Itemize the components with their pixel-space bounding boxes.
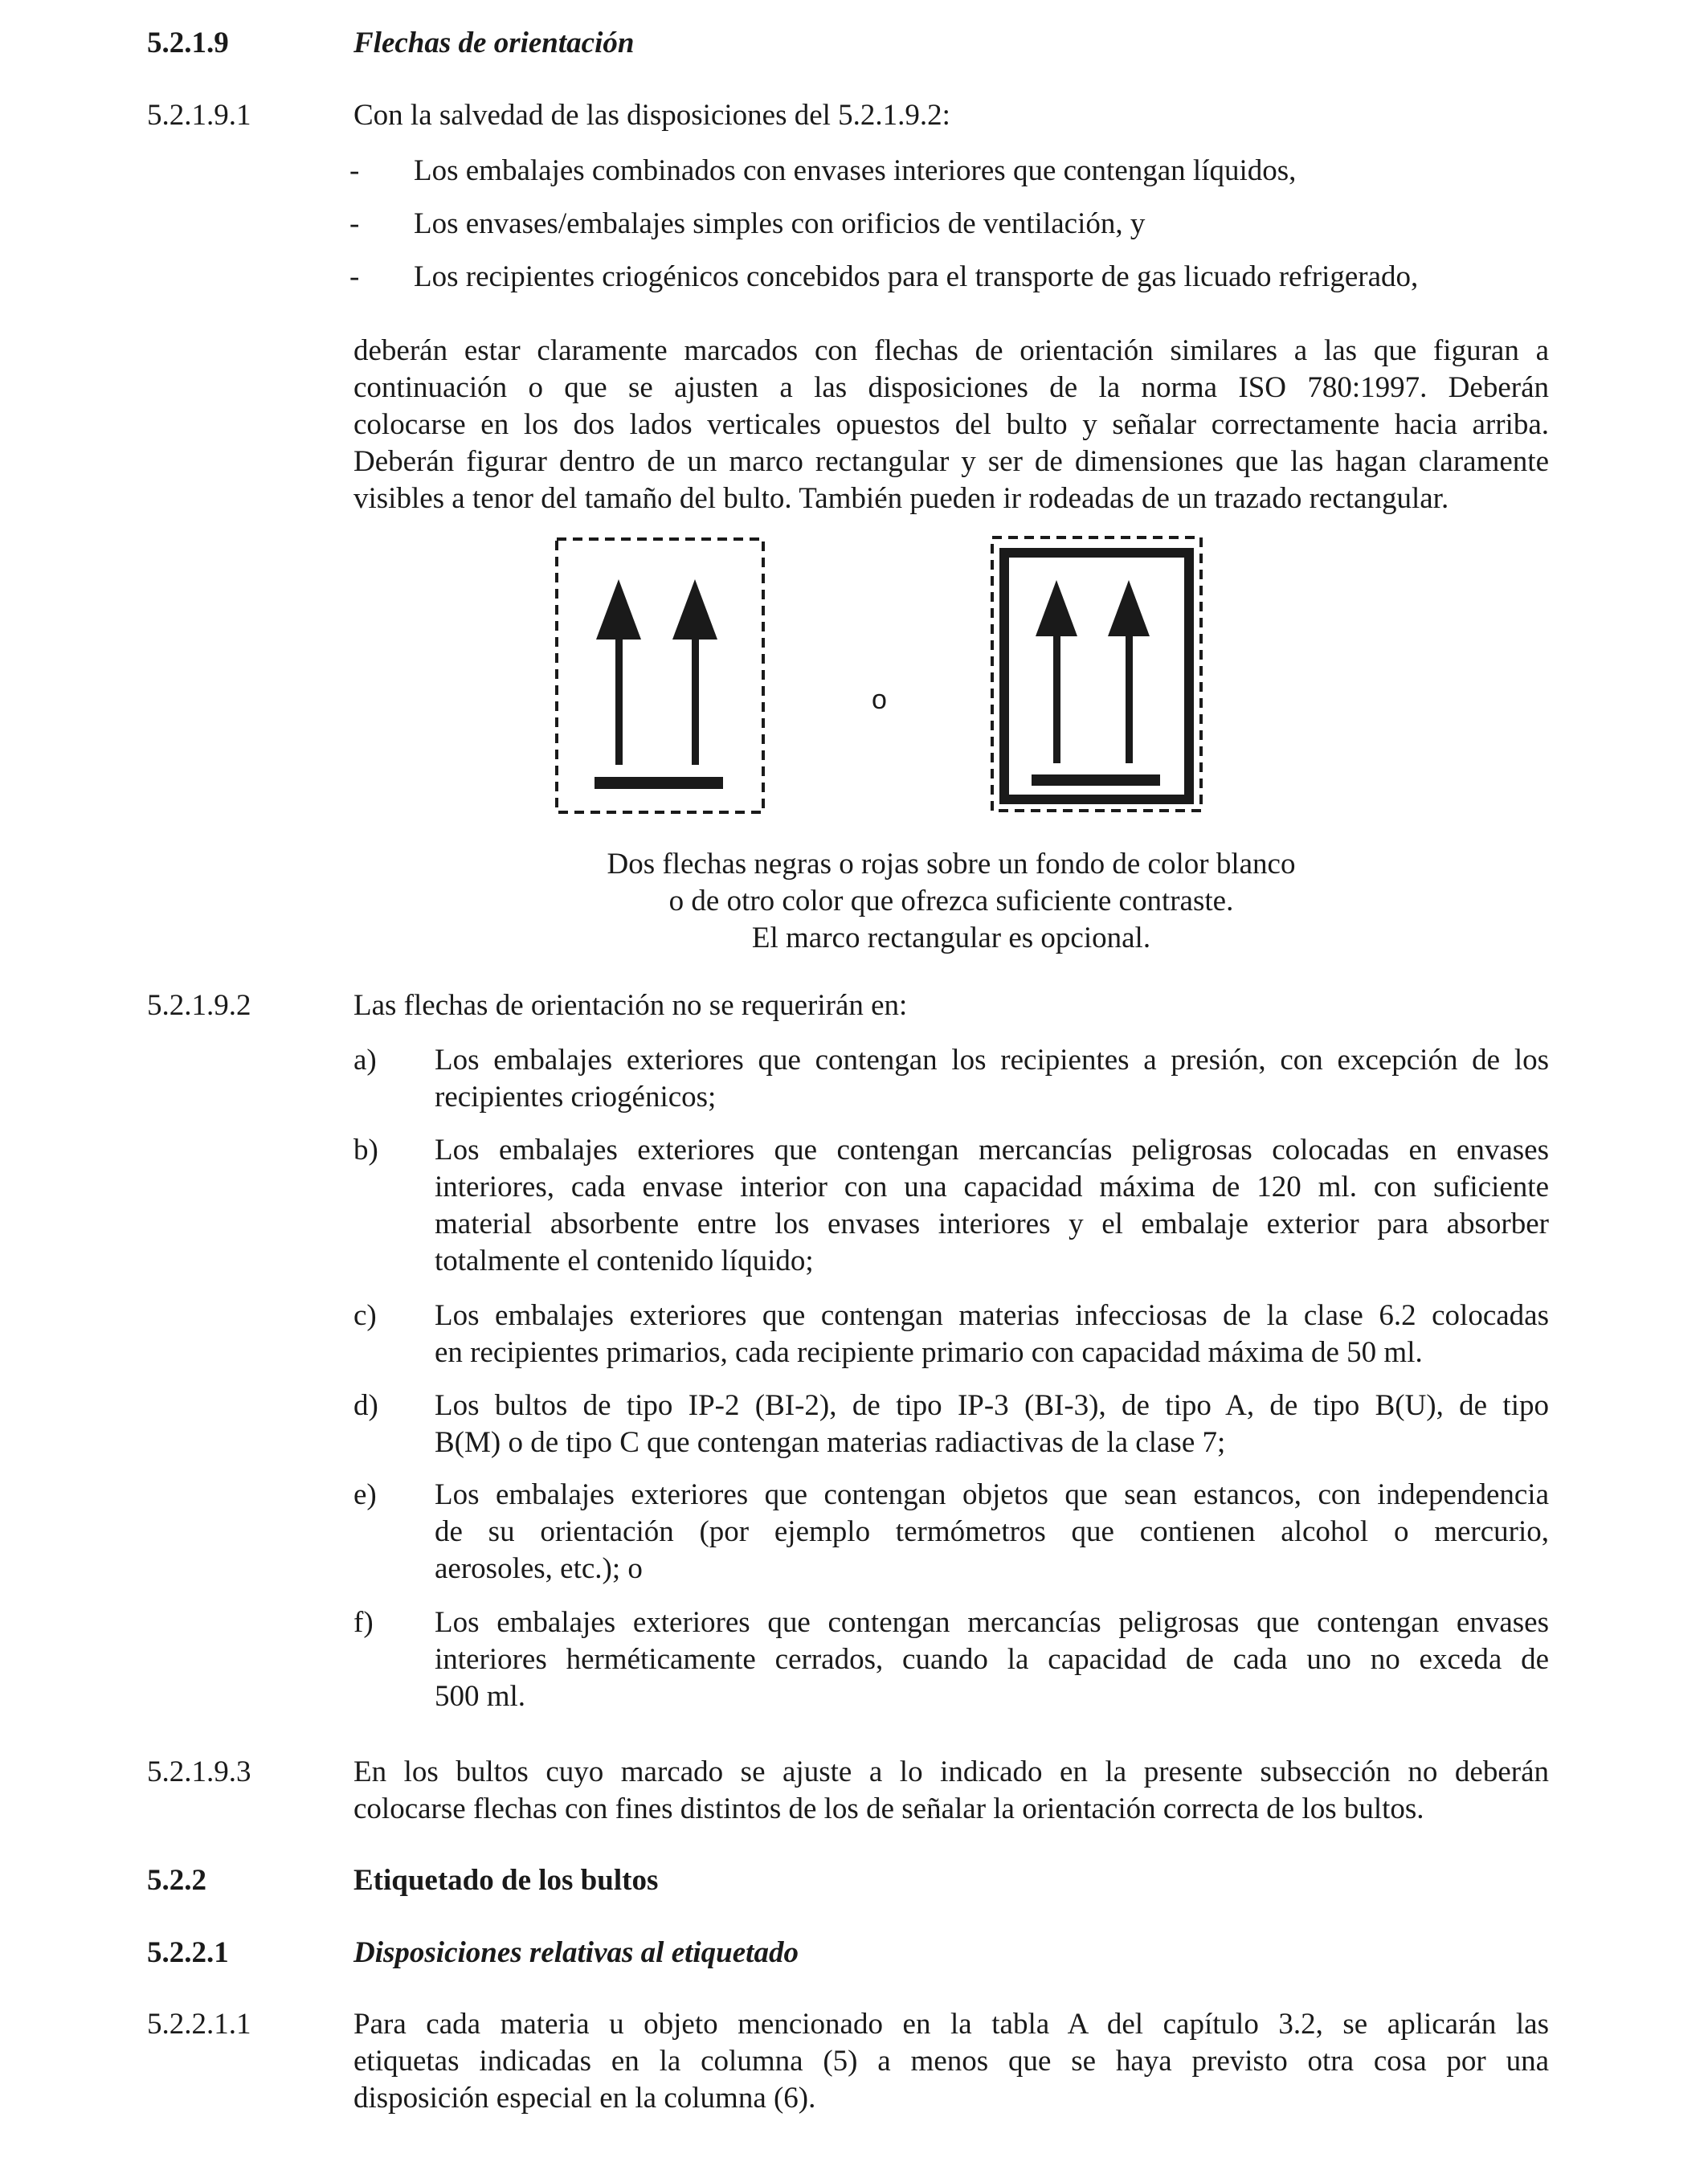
- list-item-line: recipientes criogénicos;: [435, 1081, 717, 1114]
- bullet-mark: -: [349, 260, 360, 293]
- list-item-line: Los embalajes exteriores que contengan materias infecciosas de la clase 6.2 colocadas: [435, 1299, 1549, 1332]
- paragraph-line: colocarse en los dos lados verticales opuestos del bulto y señalar correctamente hacia arriba.: [353, 408, 1549, 441]
- paragraph-line: disposición especial en la columna (6).: [353, 2082, 816, 2115]
- caption-line: o de otro color que ofrezca suficiente contraste.: [668, 885, 1234, 917]
- base-bar: [1032, 774, 1160, 786]
- caption-line: El marco rectangular es opcional.: [751, 922, 1151, 954]
- paragraph-line: visibles a tenor del tamaño del bulto. También pueden ir rodeadas de un trazado rectangular.: [353, 482, 1449, 515]
- paragraph-line: Para cada materia u objeto mencionado en la tabla A del capítulo 3.2, se aplicarán las: [353, 2008, 1549, 2041]
- section-title: Disposiciones relativas al etiquetado: [353, 1936, 799, 1969]
- figure-separator: o: [872, 685, 887, 715]
- paragraph-line: etiquetas indicadas en la columna (5) a menos que se haya previsto otra cosa por una: [353, 2045, 1549, 2078]
- list-label: d): [353, 1389, 378, 1422]
- orientation-arrows-figure-left: [554, 537, 767, 818]
- section-number: 5.2.1.9.3: [147, 1755, 251, 1788]
- caption-line: Dos flechas negras o rojas sobre un fondo de color blanco: [607, 848, 1296, 881]
- list-item-line: totalmente el contenido líquido;: [435, 1244, 814, 1277]
- intro-text: Las flechas de orientación no se requerirán en:: [353, 989, 908, 1022]
- list-item-line: en recipientes primarios, cada recipiente primario con capacidad máxima de 50 ml.: [435, 1336, 1423, 1369]
- paragraph-line: colocarse flechas con fines distintos de los de señalar la orientación correcta de los bultos.: [353, 1792, 1424, 1825]
- list-item-line: interiores, cada envase interior con una capacidad máxima de 120 ml. con suficiente: [435, 1171, 1549, 1204]
- bullet-mark: -: [349, 154, 360, 187]
- list-item-line: Los embalajes exteriores que contengan mercancías peligrosas colocadas en envases: [435, 1134, 1549, 1167]
- section-number: 5.2.1.9.2: [147, 989, 251, 1022]
- section-number: 5.2.2.1.1: [147, 2008, 251, 2041]
- orientation-arrows-figure-right: [990, 535, 1203, 816]
- bullet-mark: -: [349, 207, 360, 240]
- intro-text: Con la salvedad de las disposiciones del 5.2.1.9.2:: [353, 99, 950, 132]
- list-item-line: material absorbente entre los envases interiores y el embalaje exterior para absorber: [435, 1208, 1549, 1240]
- list-item-line: interiores herméticamente cerrados, cuando la capacidad de cada uno no exceda de: [435, 1643, 1549, 1676]
- list-item: [435, 1042, 1549, 1116]
- up-arrow-icon: [1108, 580, 1150, 763]
- section-title: Flechas de orientación: [353, 27, 635, 59]
- section-number: 5.2.2.1: [147, 1936, 229, 1969]
- figure-caption: [353, 846, 1549, 957]
- paragraph-line: continuación o que se ajusten a las disposiciones de la norma ISO 780:1997. Deberán: [353, 371, 1549, 404]
- section-number: 5.2.2: [147, 1864, 206, 1897]
- up-arrow-icon: [1036, 580, 1077, 763]
- list-item-line: 500 ml.: [435, 1680, 526, 1713]
- list-item: [435, 1298, 1549, 1371]
- list-item-line: B(M) o de tipo C que contengan materias radiactivas de la clase 7;: [435, 1426, 1226, 1459]
- bullet-item: Los recipientes criogénicos concebidos para el transporte de gas licuado refrigerado,: [414, 260, 1419, 293]
- list-label: f): [353, 1606, 374, 1639]
- list-item: [435, 1604, 1549, 1715]
- rectangular-frame: [1004, 553, 1189, 799]
- list-item-line: aerosoles, etc.); o: [435, 1552, 643, 1585]
- list-item-line: Los embalajes exteriores que contengan objetos que sean estancos, con independencia: [435, 1478, 1549, 1511]
- list-item: [435, 1477, 1549, 1588]
- list-item-line: Los embalajes exteriores que contengan los recipientes a presión, con excepción de los: [435, 1044, 1549, 1077]
- section-number: 5.2.1.9: [147, 27, 229, 59]
- bullet-item: Los envases/embalajes simples con orificios de ventilación, y: [414, 207, 1146, 240]
- paragraph: [353, 1754, 1549, 1828]
- paragraph-line: Deberán figurar dentro de un marco rectangular y ser de dimensiones que las hagan claramente: [353, 445, 1549, 478]
- paragraph-line: En los bultos cuyo marcado se ajuste a lo indicado en la presente subsección no deberán: [353, 1755, 1549, 1788]
- list-item: [435, 1387, 1549, 1461]
- paragraph: [353, 2006, 1549, 2117]
- base-bar: [595, 777, 723, 789]
- list-label: c): [353, 1299, 377, 1332]
- list-item-line: Los bultos de tipo IP-2 (BI-2), de tipo IP-3 (BI-3), de tipo A, de tipo B(U), de tipo: [435, 1389, 1549, 1422]
- up-arrow-icon: [672, 579, 717, 765]
- section-title: Etiquetado de los bultos: [353, 1864, 659, 1897]
- up-arrow-icon: [596, 579, 641, 765]
- list-label: e): [353, 1478, 377, 1511]
- list-label: b): [353, 1134, 378, 1167]
- list-item-line: de su orientación (por ejemplo termómetros que contienen alcohol o mercurio,: [435, 1515, 1549, 1548]
- paragraph: [353, 333, 1549, 517]
- list-item: [435, 1132, 1549, 1280]
- list-item-line: Los embalajes exteriores que contengan mercancías peligrosas que contengan envases: [435, 1606, 1549, 1639]
- list-label: a): [353, 1044, 377, 1077]
- bullet-item: Los embalajes combinados con envases interiores que contengan líquidos,: [414, 154, 1297, 187]
- section-number: 5.2.1.9.1: [147, 99, 251, 132]
- paragraph-line: deberán estar claramente marcados con flechas de orientación similares a las que figuran a: [353, 334, 1549, 367]
